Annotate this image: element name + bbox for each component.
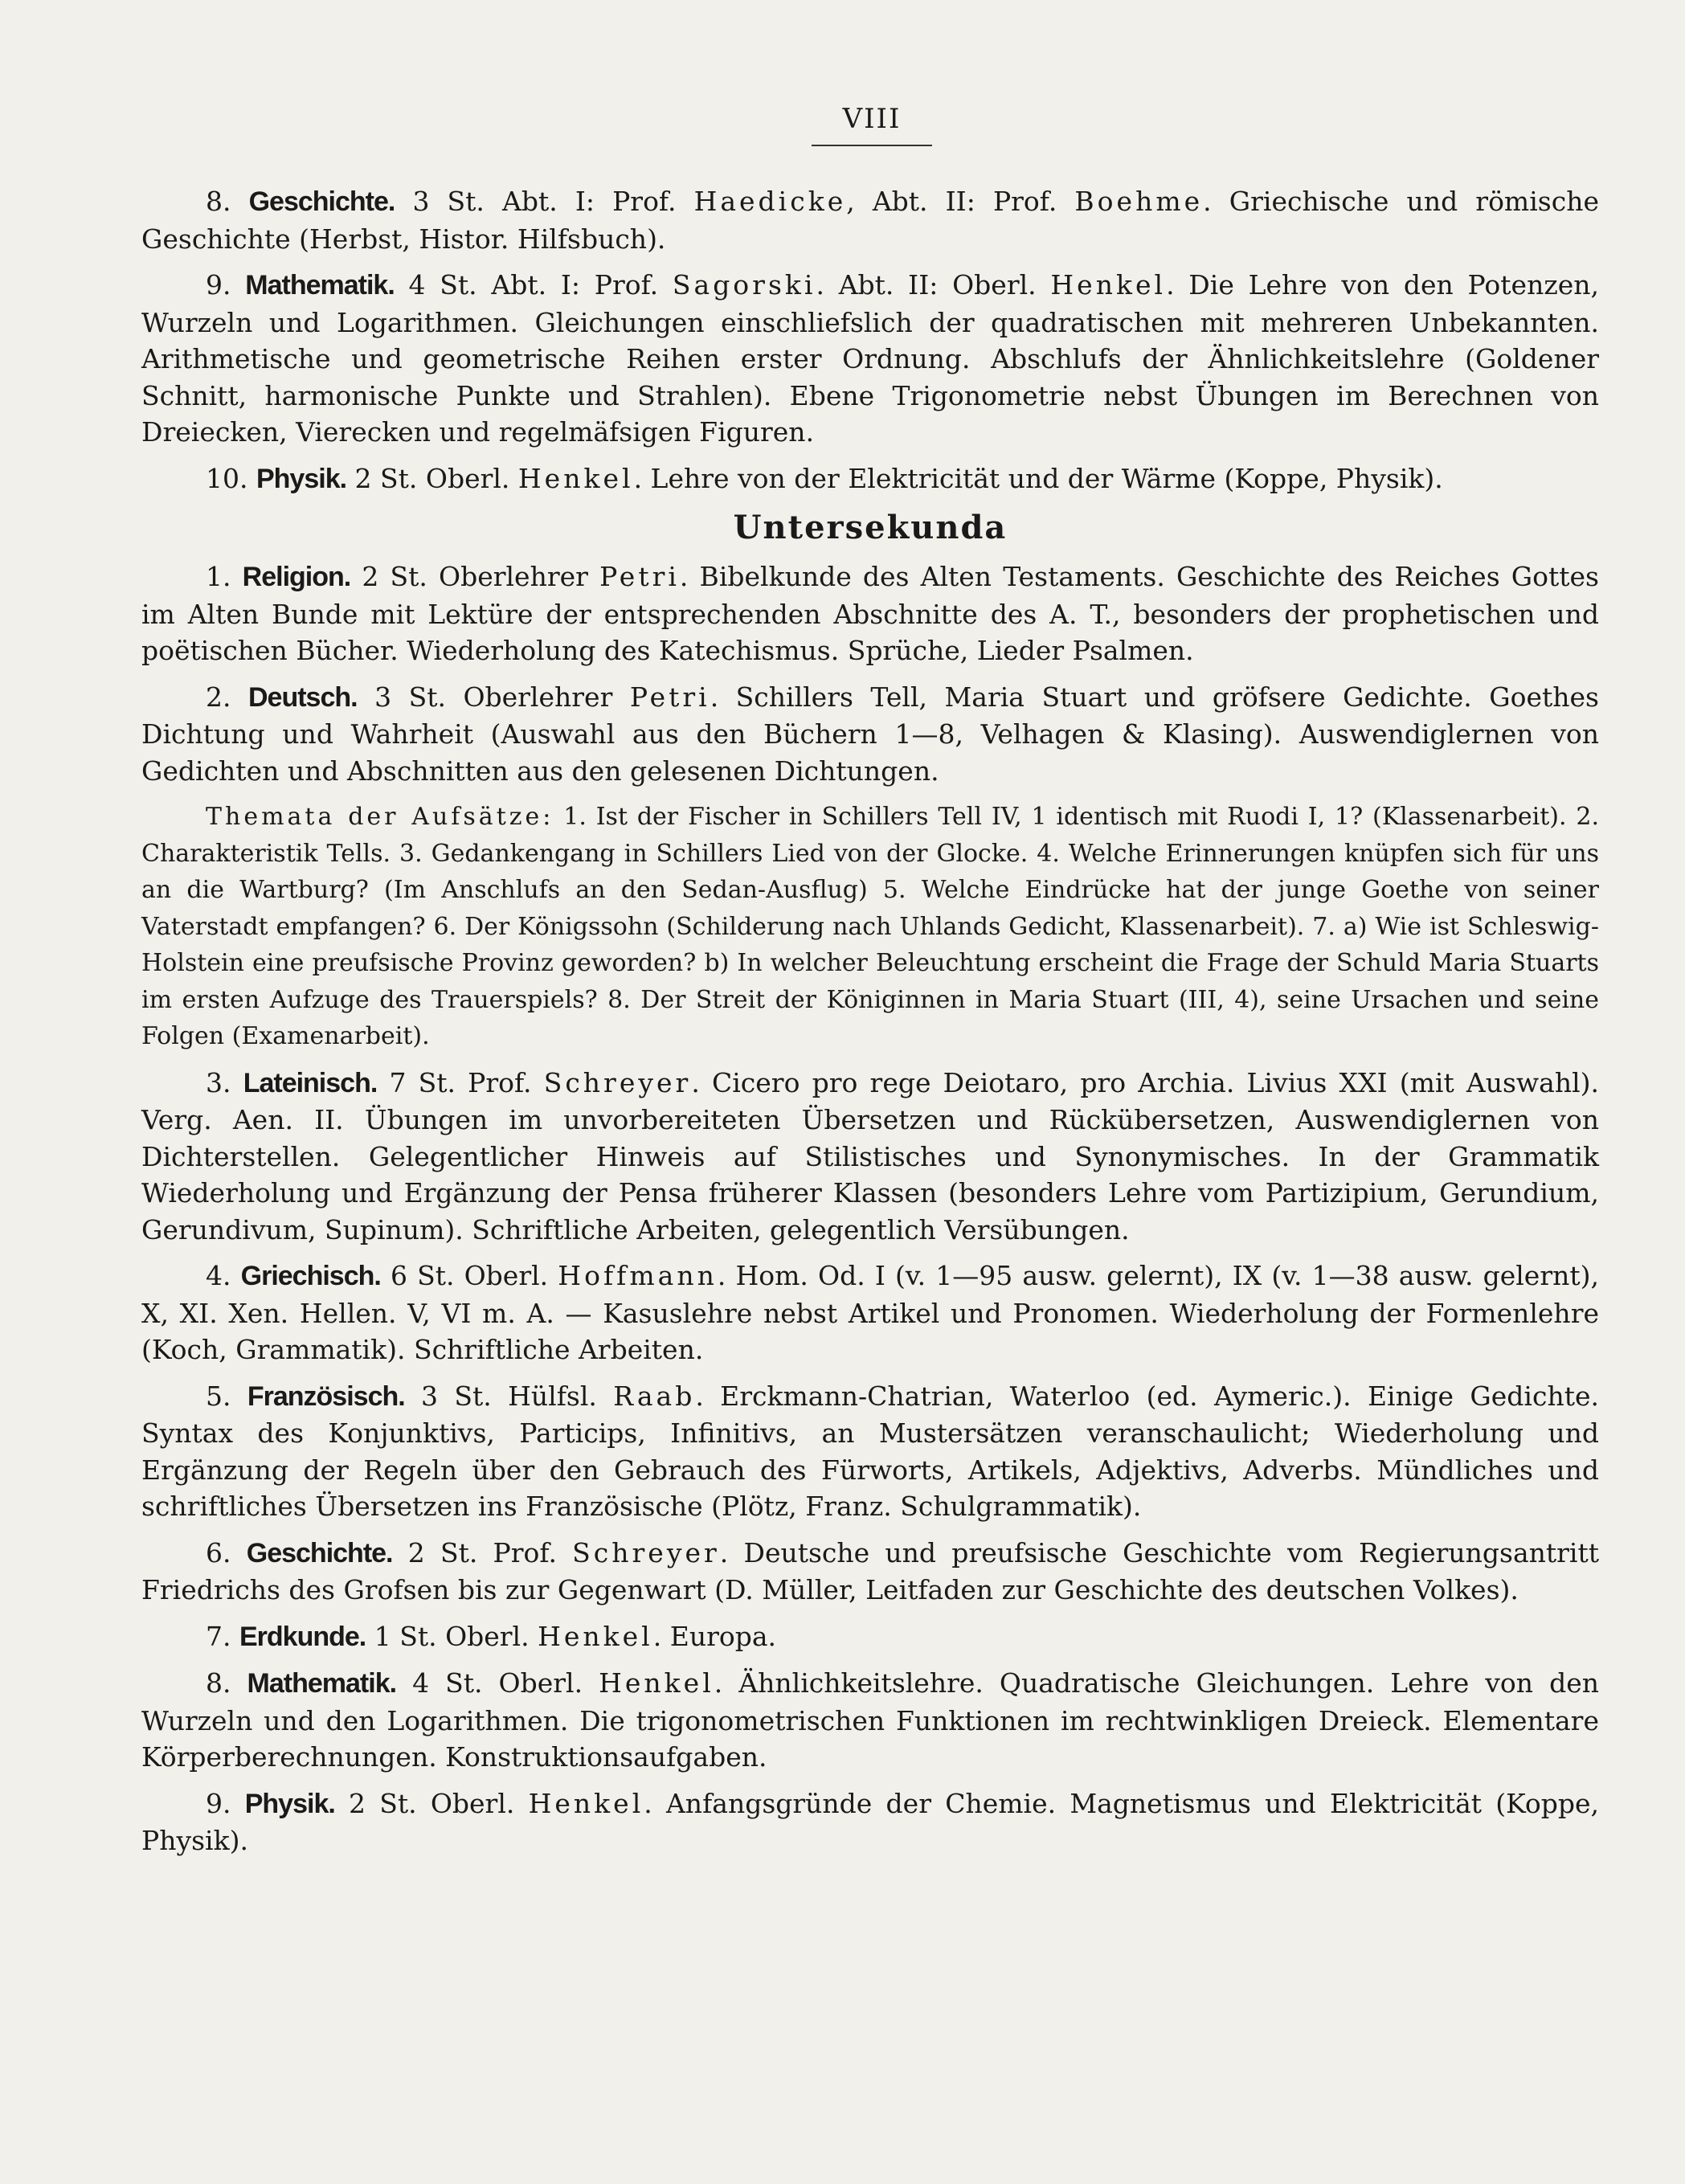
item-text: 1 St. Oberl. xyxy=(366,1620,538,1652)
item-text: . Die Lehre von den Potenzen, Wurzeln und Logarithmen. Gleichungen einschliefslich der quadratischen mit mehreren Unbekannten. Arithmetische und geometrische Reihen erster Ordnung. Abschlufs der Ähnlichkeitslehre (Goldener Schnitt, harmonische Punkte und Strahlen). Ebene Trigonometrie nebst Übungen im Berechnen von Dreiecken, Vierecken und regelmäfsigen Figuren. xyxy=(141,269,1599,448)
subject-heading: Geschichte. xyxy=(248,186,395,217)
item-text: . Griechische und römische Geschichte (Herbst, Histor. Hilfsbuch). xyxy=(141,186,1599,255)
item-text: , Abt. II: Prof. xyxy=(846,186,1075,217)
item-text: 2 St. Oberlehrer xyxy=(350,561,600,592)
teacher-name: Henkel xyxy=(1050,269,1167,301)
item-number: 9. xyxy=(206,1787,231,1819)
item-number: 4. xyxy=(206,1260,231,1291)
teacher-name: Petri xyxy=(599,561,680,592)
item-text: 4 St. Oberl. xyxy=(396,1667,599,1699)
paragraph-geschichte-ii xyxy=(141,183,1599,257)
item-number: 2. xyxy=(206,681,231,713)
paragraph-lateinisch xyxy=(141,1065,1599,1249)
section-title: Untersekunda xyxy=(733,509,1008,546)
teacher-name: Henkel xyxy=(517,462,634,494)
paragraph-mathematik xyxy=(141,1665,1599,1776)
teacher-name: Sagorski xyxy=(672,269,816,301)
teacher-name: Raab xyxy=(613,1380,696,1412)
teacher-name: Boehme xyxy=(1074,186,1204,217)
paragraph-erdkunde xyxy=(141,1618,1599,1656)
item-number: 7. xyxy=(206,1620,231,1652)
item-text: 3 St. Abt. I: Prof. xyxy=(395,186,694,217)
paragraph-physik-ii xyxy=(141,460,1599,498)
item-number: 9. xyxy=(206,269,231,301)
subject-heading: Mathematik. xyxy=(245,270,395,301)
item-text: . Lehre von der Elektricität und der Wärme (Koppe, Physik). xyxy=(633,462,1443,494)
subject-heading: Erdkunde. xyxy=(239,1621,366,1652)
teacher-name: Haedicke xyxy=(693,186,847,217)
subject-heading: Physik. xyxy=(244,1788,335,1819)
item-text: . Hom. Od. I (v. 1—95 ausw. gelernt), IX (v. 1—38 ausw. gelernt), X, XI. Xen. Hellen. V, VI m. A. — Kasuslehre nebst Artikel und Pronomen. Wiederholung der Formenlehre (Koch, Grammatik). Schriftliche Arbeiten. xyxy=(141,1260,1599,1365)
item-text: 2 St. Oberl. xyxy=(346,462,518,494)
paragraph-religion xyxy=(141,558,1599,669)
paragraph-griechisch xyxy=(141,1258,1599,1368)
item-number: 8. xyxy=(206,1667,231,1699)
item-number: 6. xyxy=(206,1536,231,1568)
teacher-name: Henkel xyxy=(599,1667,714,1699)
paragraph-mathematik-ii xyxy=(141,267,1599,451)
teacher-name: Henkel xyxy=(528,1787,644,1819)
item-text: . Europa. xyxy=(652,1620,777,1652)
item-text: . Anfangsgründe der Chemie. Magnetismus und Elektricität (Koppe, Physik). xyxy=(141,1787,1600,1856)
subject-heading: Französisch. xyxy=(247,1380,405,1412)
teacher-name: Henkel xyxy=(538,1620,653,1652)
item-number: 3. xyxy=(206,1066,231,1098)
teacher-name: Schreyer xyxy=(572,1536,720,1568)
item-text: 3 St. Oberlehrer xyxy=(357,681,630,713)
item-text: 1. Ist der Fischer in Schillers Tell IV, 1 identisch mit Ruodi I, 1? (Klassenarbeit). 2. Charakteristik Tells. 3. Gedankengang in Schillers Lied von der Glocke. 4. Welche Erinnerungen knüpfen sich für uns an die Wartburg? (Im Anschlufs an den Sedan-Ausflug) 5. Welche Eindrücke hat der junge Goethe von seiner Vaterstadt empfangen? 6. Der Königssohn (Schilderung nach Uhlands Gedicht, Klassenarbeit). 7. a) Wie ist Schleswig-Holstein eine preufsische Provinz geworden? b) In welcher Beleuchtung erscheint die Frage der Schuld Maria Stuarts im ersten Aufzuge des Trauerspiels? 8. Der Streit der Königinnen in Maria Stuart (III, 4), seine Ursachen und seine Folgen (Examenarbeit). xyxy=(141,803,1599,1050)
page-number: VIII xyxy=(812,103,932,146)
paragraph-physik xyxy=(141,1785,1599,1859)
document-body xyxy=(141,183,1599,1869)
item-text: . Bibelkunde des Alten Testaments. Geschichte des Reiches Gottes im Alten Bunde mit Lektüre der entsprechenden Abschnitte des A. T., besonders der prophetischen und poëtischen Bücher. Wiederholung des Katechismus. Sprüche, Lieder Psalmen. xyxy=(141,561,1599,666)
subject-heading: Lateinisch. xyxy=(243,1067,378,1098)
item-text: . Erckmann-Chatrian, Waterloo (ed. Aymeric.). Einige Gedichte. Syntax des Konjunktivs, Particips, Infinitivs, an Mustersätzen veranschaulicht; Wiederholung und Ergänzung der Regeln über den Gebrauch des Fürworts, Artikels, Adjektivs, Adverbs. Mündliches und schriftliches Übersetzen ins Französische (Plötz, Franz. Schulgrammatik). xyxy=(141,1380,1599,1522)
item-text: 2 St. Oberl. xyxy=(334,1787,529,1819)
item-number: 5. xyxy=(206,1380,231,1412)
item-text: . Schillers Tell, Maria Stuart und gröfsere Gedichte. Goethes Dichtung und Wahrheit (Auswahl aus den Büchern 1—8, Velhagen & Klasing). Auswendiglernen von Gedichten und Abschnitten aus den gelesenen Dichtungen. xyxy=(141,681,1599,787)
paragraph-franzoesisch xyxy=(141,1378,1599,1525)
item-text: . Abt. II: Oberl. xyxy=(816,269,1051,301)
item-number: 8. xyxy=(206,186,231,217)
subject-heading: Geschichte. xyxy=(246,1537,393,1568)
item-text: 6 St. Oberl. xyxy=(380,1260,558,1291)
item-text: . Ähnlichkeitslehre. Quadratische Gleichungen. Lehre von den Wurzeln und den Logarithmen. Die trigonometrischen Funktionen im rechtwinkligen Dreieck. Elementare Körperberechnungen. Konstruktionsaufgaben. xyxy=(141,1667,1599,1773)
item-text: 2 St. Prof. xyxy=(392,1536,573,1568)
item-text: . Cicero pro rege Deiotaro, pro Archia. Livius XXI (mit Auswahl). Verg. Aen. II. Übungen im unvorbereiteten Übersetzen und Rückübersetzen, Auswendiglernen von Dichterstellen. Gelegentlicher Hinweis auf Stilistisches und Synonymisches. In der Grammatik Wiederholung und Ergänzung der Pensa früherer Klassen (besonders Lehre vom Partizipium, Gerundium, Gerundivum, Supinum). Schriftliche Arbeiten, gelegentlich Versübungen. xyxy=(141,1066,1599,1245)
paragraph-geschichte xyxy=(141,1535,1599,1609)
subject-heading: Deutsch. xyxy=(248,681,358,713)
item-text: 7 St. Prof. xyxy=(377,1066,544,1098)
item-text: 4 St. Abt. I: Prof. xyxy=(394,269,673,301)
teacher-name: Hoffmann xyxy=(558,1260,718,1291)
subject-heading: Mathematik. xyxy=(247,1668,397,1699)
subject-heading: Griechisch. xyxy=(240,1261,381,1291)
paragraph-aufsaetze xyxy=(141,799,1599,1055)
teacher-name: Schreyer xyxy=(543,1066,692,1098)
item-number: 10. xyxy=(206,462,248,494)
item-text: 3 St. Hülfsl. xyxy=(404,1380,614,1412)
item-number: 1. xyxy=(206,561,231,592)
item-text: . Deutsche und preufsische Geschichte vom Regierungsantritt Friedrichs des Grofsen bis zur Gegenwart (D. Müller, Leitfaden zur Geschichte des deutschen Volkes). xyxy=(141,1536,1599,1605)
subject-heading: Religion. xyxy=(242,562,351,592)
subject-heading: Physik. xyxy=(256,463,347,494)
paragraph-deutsch xyxy=(141,679,1599,790)
teacher-name: Petri xyxy=(629,681,710,713)
essay-topics-heading: Themata der Aufsätze: xyxy=(206,803,554,831)
